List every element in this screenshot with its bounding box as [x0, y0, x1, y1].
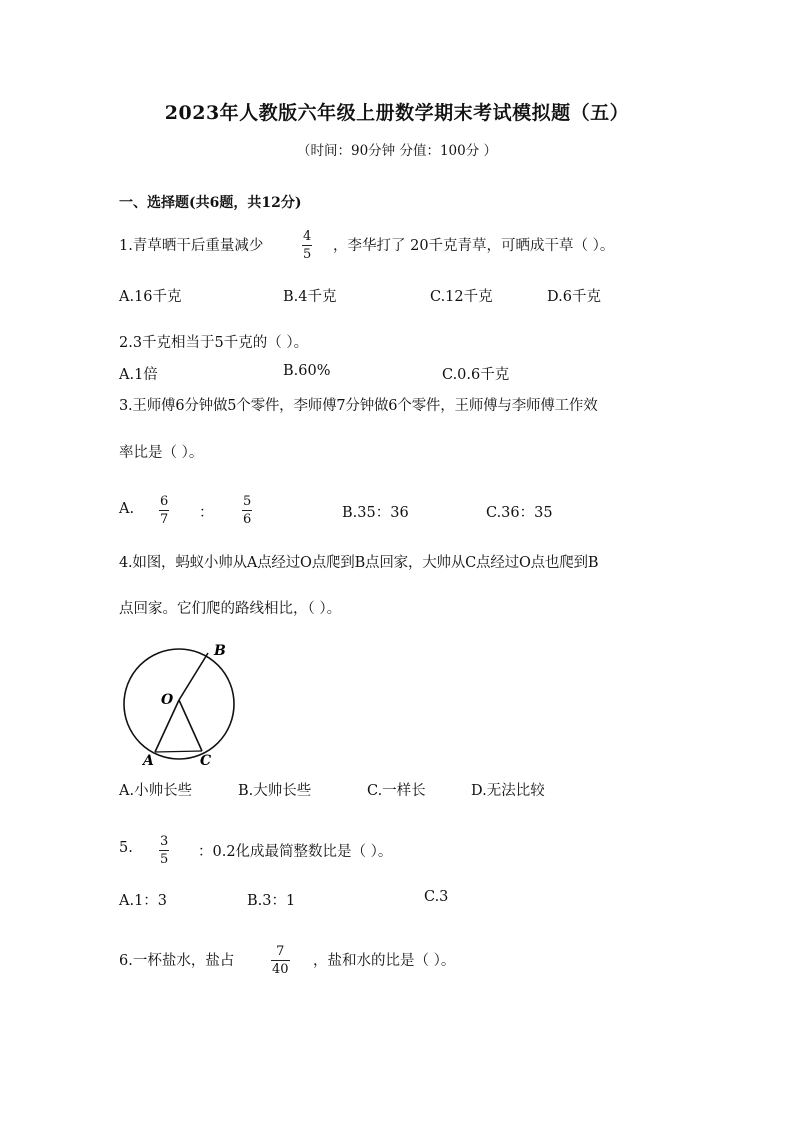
q1-option-a[interactable]: A.16千克	[119, 289, 182, 305]
q1-text-before: 1.青草晒干后重量减少	[119, 238, 264, 254]
q3-option-a-label[interactable]: A.	[119, 501, 135, 517]
q1-option-c[interactable]: C.12千克	[430, 289, 493, 305]
label-C: C	[200, 753, 212, 769]
q5-text-after: ：0.2化成最简整数比是（ ）。	[198, 844, 393, 860]
q6-text-before: 6.一杯盐水，盐占	[119, 953, 235, 969]
page-title: 2023年人教版六年级上册数学期末考试模拟题（五）	[164, 102, 630, 124]
q5-label: 5.	[119, 840, 133, 856]
circle-outline	[124, 649, 234, 759]
q4-option-a[interactable]: A.小帅长些	[119, 783, 193, 799]
q3-option-c[interactable]: C.36：35	[486, 505, 553, 521]
label-B: B	[214, 643, 226, 659]
q6-fraction-numerator: 7	[276, 944, 285, 959]
q3-option-a-fraction-1	[159, 494, 169, 527]
section-heading: 一、选择题(共6题，共12分)	[119, 195, 302, 211]
q1-option-b[interactable]: B.4千克	[283, 289, 337, 305]
chord-AC	[155, 751, 202, 752]
q1-option-d[interactable]: D.6千克	[547, 289, 601, 305]
circle-figure	[110, 640, 250, 770]
q1-fraction-denominator: 5	[303, 247, 312, 262]
q2-option-a[interactable]: A.1倍	[119, 367, 158, 383]
q4-text-line1: 4.如图，蚂蚁小帅从A点经过O点爬到B点回家，大帅从C点经过O点也爬到B	[119, 555, 599, 571]
q3-fraction1-denominator: 7	[160, 512, 169, 527]
q2-option-c[interactable]: C.0.6千克	[442, 367, 510, 383]
q4-option-b[interactable]: B.大帅长些	[238, 783, 312, 799]
q6-fraction	[271, 944, 290, 977]
q1-fraction	[302, 229, 312, 262]
segment-OC	[179, 700, 202, 751]
q5-option-c[interactable]: C.3	[424, 889, 449, 905]
q6-text-after: ，盐和水的比是（ ）。	[313, 953, 456, 969]
q5-option-b[interactable]: B.3：1	[247, 893, 296, 909]
q3-option-a-fraction-2	[242, 494, 252, 527]
exam-info: （时间：90分钟 分值：100分 ）	[296, 143, 498, 159]
label-O: O	[161, 692, 174, 708]
label-A: A	[143, 753, 154, 769]
q2-option-b[interactable]: B.60%	[283, 363, 331, 379]
q3-option-b[interactable]: B.35：36	[342, 505, 409, 521]
q3-option-a-separator: ：	[199, 505, 214, 521]
q3-fraction2-numerator: 5	[243, 494, 252, 509]
q3-fraction2-denominator: 6	[243, 512, 252, 527]
q4-text-line2: 点回家。它们爬的路线相比，（ ）。	[119, 601, 342, 617]
q3-fraction1-numerator: 6	[160, 494, 169, 509]
q5-fraction-numerator: 3	[160, 834, 169, 849]
q6-fraction-denominator: 40	[272, 962, 289, 977]
q1-text-after: ，李华打了 20千克青草，可晒成干草（ ）。	[333, 238, 615, 254]
q5-fraction	[159, 834, 169, 867]
q5-option-a[interactable]: A.1：3	[119, 893, 168, 909]
q4-option-d[interactable]: D.无法比较	[471, 783, 545, 799]
q1-fraction-numerator: 4	[303, 229, 312, 244]
q3-text-line2: 率比是（ ）。	[119, 445, 204, 461]
q4-option-c[interactable]: C.一样长	[367, 783, 426, 799]
segment-OB	[179, 653, 208, 700]
q5-fraction-denominator: 5	[160, 852, 169, 867]
q3-text-line1: 3.王师傅6分钟做5个零件，李师傅7分钟做6个零件，王师傅与李师傅工作效	[119, 398, 598, 414]
q2-text: 2.3千克相当于5千克的（ ）。	[119, 335, 309, 351]
